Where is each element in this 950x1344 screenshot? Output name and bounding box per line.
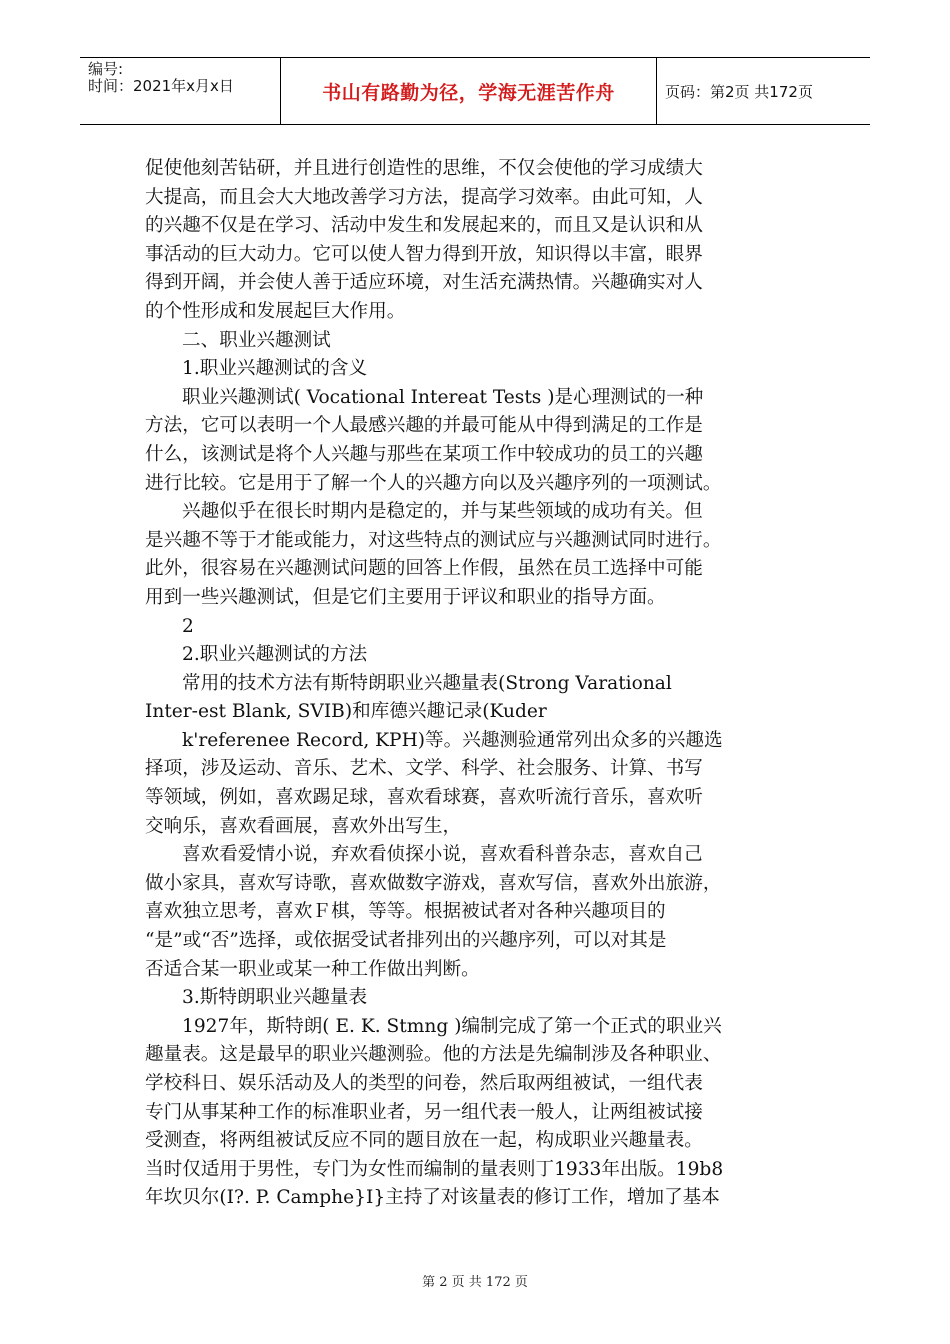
header-page-info: 页码：第2页 共172页 bbox=[665, 82, 813, 101]
text-line: k'referenee Record, KPH)等。兴趣测验通常列出众多的兴趣选 bbox=[182, 729, 723, 751]
text-line: 此外，很容易在兴趣测试问题的回答上作假，虽然在员工选择中可能 bbox=[145, 558, 703, 580]
document-number-label: 编号: bbox=[88, 60, 124, 78]
text-line: “是”或“否”选择，或依据受试者排列出的兴趣序列，可以对其是 bbox=[145, 930, 667, 952]
text-line: Inter-est Blank, SVIB)和库德兴趣记录(Kuder bbox=[145, 701, 547, 723]
text-line: 喜欢独立思考，喜欢Ｆ棋，等等。根据被试者对各种兴趣项目的 bbox=[145, 901, 666, 923]
text-line: 职业兴趣测试( Vocational Intereat Tests )是心理测试的一种 bbox=[182, 386, 704, 408]
text-line: 择项，涉及运动、音乐、艺术、文学、科学、社会服务、计算、书写 bbox=[145, 758, 703, 780]
text-line: 得到开阔，并会使人善于适应环境，对生活充满热情。兴趣确实对人 bbox=[145, 272, 703, 294]
page-header bbox=[80, 57, 870, 125]
page-footer: 第 2 页 共 172 页 bbox=[422, 1275, 528, 1290]
text-line: 趣量表。这是最早的职业兴趣测验。他的方法是先编制涉及各种职业、 bbox=[145, 1044, 722, 1066]
text-line: 做小家具，喜欢写诗歌，喜欢做数字游戏，喜欢写信，喜欢外出旅游， bbox=[145, 872, 722, 894]
text-line: 喜欢看爱情小说，弃欢看侦探小说，喜欢看科普杂志，喜欢自己 bbox=[182, 844, 703, 866]
text-line: 等领域，例如，喜欢踢足球，喜欢看球赛，喜欢听流行音乐，喜欢听 bbox=[145, 787, 703, 809]
text-line: 当时仅适用于男性，专门为女性而编制的量表则丁1933年出版。19b8 bbox=[145, 1158, 724, 1180]
header-meta bbox=[80, 58, 281, 124]
text-line: 2 bbox=[182, 615, 194, 637]
text-line: 常用的技术方法有斯特朗职业兴趣量表(Strong Varational bbox=[182, 672, 672, 694]
text-line: 事活动的巨大动力。它可以使人智力得到开放，知识得以丰富，眼界 bbox=[145, 243, 703, 265]
text-line: 的个性形成和发展起巨大作用。 bbox=[145, 300, 406, 322]
document-body bbox=[145, 155, 805, 1213]
text-line: 是兴趣不等于才能或能力，对这些特点的测试应与兴趣测试同时进行。 bbox=[145, 529, 722, 551]
text-line: 促使他刻苦钻研，并且进行创造性的思维，不仅会使他的学习成绩大 bbox=[145, 158, 703, 179]
text-line: 否适合某一职业或某一种工作做出判断。 bbox=[145, 958, 480, 980]
text-line: 1.职业兴趣测试的含义 bbox=[182, 358, 368, 380]
text-line: 交响乐，喜欢看画展，喜欢外出写生， bbox=[145, 815, 462, 837]
text-line: 进行比较。它是用于了解一个人的兴趣方向以及兴趣序列的一项测试。 bbox=[145, 472, 722, 494]
text-line: 什么，该测试是将个人兴趣与那些在某项工作中较成功的员工的兴趣 bbox=[145, 443, 703, 465]
text-line: 二、职业兴趣测试 bbox=[182, 329, 331, 351]
text-line: 1927年，斯特朗( E. K. Stmng )编制完成了第一个正式的职业兴 bbox=[182, 1015, 722, 1037]
text-line: 专门从事某种工作的标准职业者，另一组代表一般人，让两组被试接 bbox=[145, 1101, 703, 1123]
header-motto: 书山有路勤为径，学海无涯苦作舟 bbox=[281, 58, 657, 124]
text-line: 大提高，而且会大大地改善学习方法，提高学习效率。由此可知，人 bbox=[145, 186, 703, 208]
text-line: 学校科日、娱乐活动及人的类型的问卷，然后取两组被试，一组代表 bbox=[145, 1073, 703, 1094]
document-date: 时间：2021年x月x日 bbox=[88, 77, 234, 95]
text-line: 年坎贝尔(I?. P. Camphe}I}主持了对该量表的修订工作，增加了基本 bbox=[145, 1187, 720, 1209]
text-line: 2.职业兴趣测试的方法 bbox=[182, 644, 368, 666]
text-line: 方法，它可以表明一个人最感兴趣的并最可能从中得到满足的工作是 bbox=[145, 415, 703, 437]
text-line: 的兴趣不仅是在学习、活动中发生和发展起来的，而且又是认识和从 bbox=[145, 215, 703, 237]
text-line: 3.斯特朗职业兴趣量表 bbox=[182, 987, 368, 1009]
text-line: 受测查，将两组被试反应不同的题目放在一起，构成职业兴趣量表。 bbox=[145, 1130, 703, 1152]
text-line: 用到一些兴趣测试，但是它们主要用于评议和职业的指导方面。 bbox=[145, 586, 666, 608]
text-line: 兴趣似乎在很长时期内是稳定的，并与某些领域的成功有关。但 bbox=[182, 501, 703, 523]
